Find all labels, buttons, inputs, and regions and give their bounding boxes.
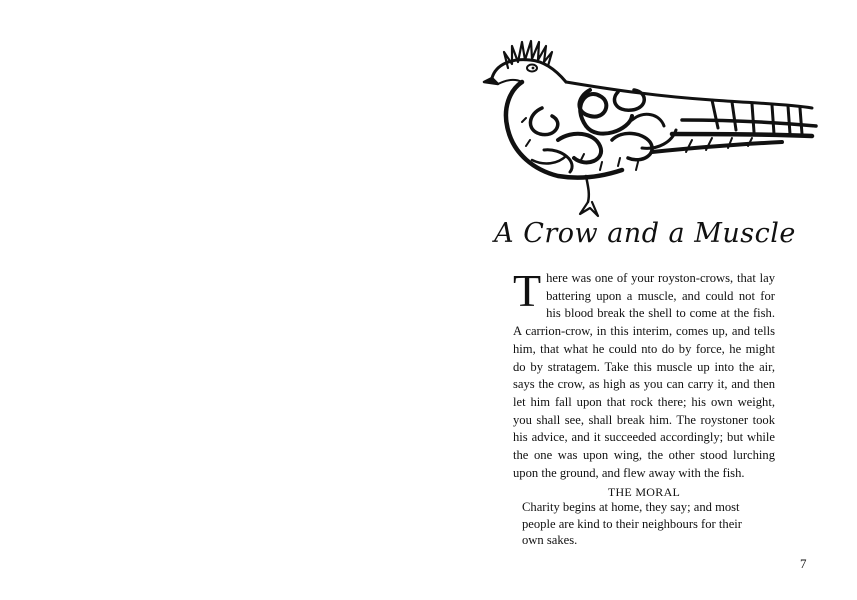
story-title: A Crow and a Muscle <box>494 218 796 249</box>
moral-heading: THE MORAL <box>607 485 681 499</box>
page-number: 7 <box>800 556 807 571</box>
drop-cap: T <box>513 265 542 316</box>
moral-text: Charity begins at home, they say; and most people are kind to their neighbours for their own sakes. <box>522 500 742 547</box>
crow-illustration-icon <box>482 30 818 220</box>
left-page-blank <box>0 0 428 600</box>
story-body-text: here was one of your royston-crows, that lay battering upon a muscle, and could not for his blood break the shell to come at the fish. A carrion-crow, in this interim, comes up, and tells him, that what he could nto do by force, he might do by stratagem. Take this muscle up into the air, says the crow, as high as you can carry it, and then let him fall upon that rock there; his own weight, you shall see, shall break him. The roystoner took his advice, and it succeeded accordingly; but while the one was upon wing, the other stood lurching upon the ground, and flew away with the fish. <box>513 271 775 480</box>
story-body <box>513 265 775 482</box>
